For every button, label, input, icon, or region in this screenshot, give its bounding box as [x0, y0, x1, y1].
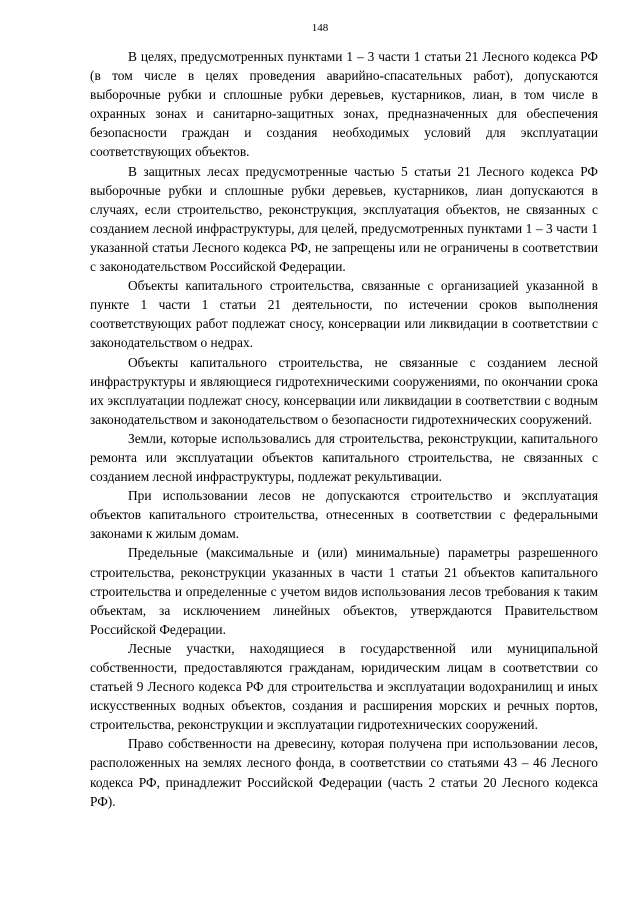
paragraph: Земли, которые использовались для строительства, реконструкции, капитального ремонта или эксплуатации объектов капитального строительства, не связанных с созданием лесной инфраструктуры, подлежат рекультивации.	[90, 430, 598, 485]
paragraph: В защитных лесах предусмотренные частью 5 статьи 21 Лесного кодекса РФ выборочные рубки и сплошные рубки деревьев, кустарников, лиан допускаются в случаях, если строительство, реконструкция, эксплуатация объектов, не связанных с созданием лесной инфраструктуры, для целей, предусмотренных пунктами 1 – 3 части 1 указанной статьи Лесного кодекса РФ, не запрещены или не ограничены в соответствии с законодательством Российской Федерации.	[90, 163, 598, 275]
paragraph: При использовании лесов не допускаются строительство и эксплуатация объектов капитального строительства, отнесенных в соответствии с федеральными законами к жилым домам.	[90, 488, 598, 542]
paragraph: Объекты капитального строительства, не связанные с созданием лесной инфраструктуры и являющиеся гидротехническими сооружениями, по окончании срока их эксплуатации подлежат сносу, консервации или ликвидации в соответствии с водным законодательством и законодательством о безопасности гидротехнических сооружений.	[90, 354, 598, 427]
paragraph: Предельные (максимальные и (или) минимальные) параметры разрешенного строительства, реконструкции указанных в части 1 статьи 21 объектов капитального строительства и определенные с учетом видов использования лесов требования к таким объектам, за исключением линейных объектов, утверждаются Правительством Российской Федерации.	[90, 545, 598, 637]
paragraph: Право собственности на древесину, которая получена при использовании лесов, расположенных на землях лесного фонда, в соответствии со статьями 43 – 46 Лесного кодекса РФ, принадлежит Российской Федерации (часть 2 статьи 20 Лесного кодекса РФ).	[90, 736, 598, 809]
paragraph: Лесные участки, находящиеся в государственной или муниципальной собственности, предоставляются гражданам, юридическим лицам в соответствии со статьей 9 Лесного кодекса РФ для строительства и эксплуатации водохранилищ и иных искусственных водных объектов, создания и расширения морских и речных портов, строительства, реконструкции и эксплуатации гидротехнических сооружений.	[90, 640, 598, 733]
document-body	[90, 47, 598, 811]
page-number: 148	[311, 22, 329, 34]
paragraph: Объекты капитального строительства, связанные с организацией указанной в пункте 1 части 1 статьи 21 деятельности, по истечении сроков выполнения соответствующих работ подлежат сносу, консервации или ликвидации в соответствии с законодательством о недрах.	[90, 278, 598, 351]
paragraph: В целях, предусмотренных пунктами 1 – 3 части 1 статьи 21 Лесного кодекса РФ (в том числе в целях проведения аварийно-спасательных работ), допускаются выборочные рубки и сплошные рубки деревьев, кустарников, лиан, в том числе в охранных зонах и санитарно-защитных зонах, предназначенных для обеспечения безопасности граждан и создания необходимых условий для эксплуатации соответствующих объектов.	[90, 49, 598, 160]
